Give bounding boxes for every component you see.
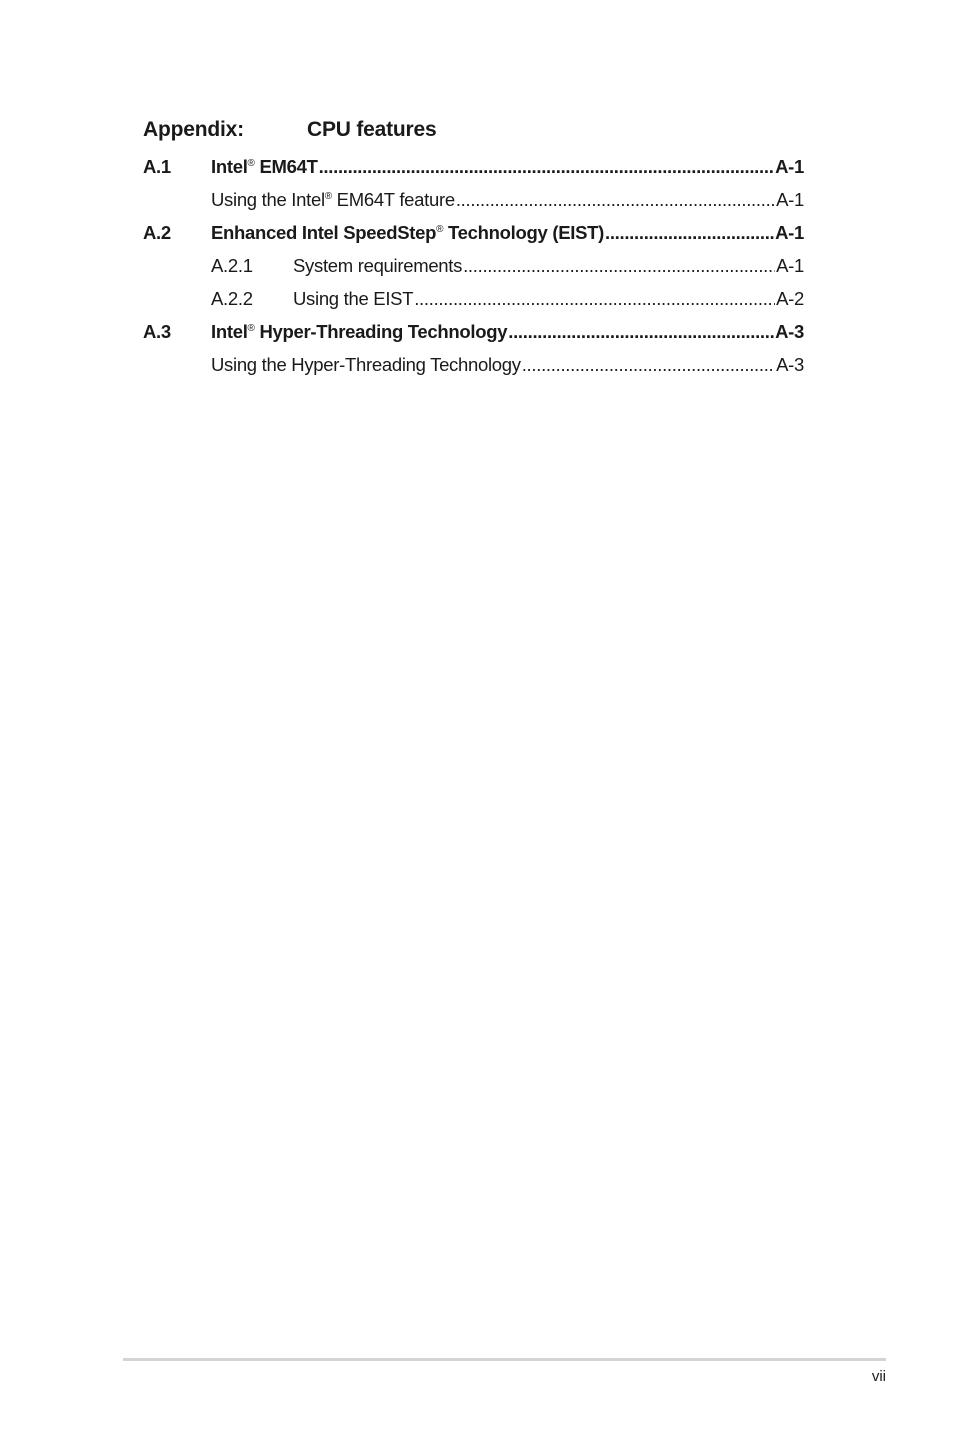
toc-entry-title: System requirements — [293, 255, 463, 276]
toc-page-number: A-1 — [776, 189, 804, 210]
toc-section-a3[interactable] — [143, 315, 804, 348]
toc-entry — [211, 315, 804, 348]
toc-subsection-number: A.2.2 — [211, 288, 253, 309]
toc-page-number: A-1 — [775, 222, 804, 243]
toc-entry-title: Intel® Hyper-Threading Technology — [211, 321, 508, 342]
toc-entry — [211, 216, 804, 249]
toc-section-a2[interactable] — [143, 216, 804, 249]
toc-entry-title: Using the EIST — [293, 288, 414, 309]
footer-divider — [123, 1358, 886, 1361]
toc-page-number: A-3 — [775, 321, 804, 342]
dot-leader — [463, 249, 775, 282]
dot-leader — [508, 315, 774, 348]
toc-section-number: A.3 — [143, 321, 171, 342]
toc-entry — [293, 249, 804, 282]
dot-leader — [414, 282, 775, 315]
toc-page-number: A-1 — [775, 156, 804, 177]
toc-subsection-a2-2[interactable] — [143, 282, 804, 315]
toc-page-number: A-3 — [776, 354, 804, 375]
toc-entry — [211, 183, 804, 216]
appendix-title: CPU features — [307, 118, 437, 141]
toc-entry-title: Using the Hyper-Threading Technology — [211, 354, 521, 375]
toc-section-a1[interactable] — [143, 150, 804, 183]
dot-leader — [605, 216, 774, 249]
toc-entry — [211, 348, 804, 381]
dot-leader — [522, 348, 775, 381]
toc-page-number: A-1 — [776, 255, 804, 276]
toc-subentry-ht-technology[interactable] — [143, 348, 804, 381]
toc-entry-title: Enhanced Intel SpeedStep® Technology (EIST) — [211, 222, 604, 243]
dot-leader — [456, 183, 775, 216]
toc-entry — [293, 282, 804, 315]
toc-page-number: A-2 — [776, 288, 804, 309]
toc-subentry-em64t-feature[interactable] — [143, 183, 804, 216]
toc-entry — [211, 150, 804, 183]
toc-entry-title: Intel® EM64T — [211, 156, 318, 177]
toc-subsection-number: A.2.1 — [211, 255, 253, 276]
appendix-label: Appendix: — [143, 118, 244, 141]
table-of-contents — [143, 150, 804, 381]
toc-entry-title: Using the Intel® EM64T feature — [211, 189, 455, 210]
toc-section-number: A.1 — [143, 156, 171, 177]
footer-page-number: vii — [871, 1368, 886, 1385]
toc-subsection-a2-1[interactable] — [143, 249, 804, 282]
dot-leader — [319, 150, 775, 183]
toc-section-number: A.2 — [143, 222, 171, 243]
